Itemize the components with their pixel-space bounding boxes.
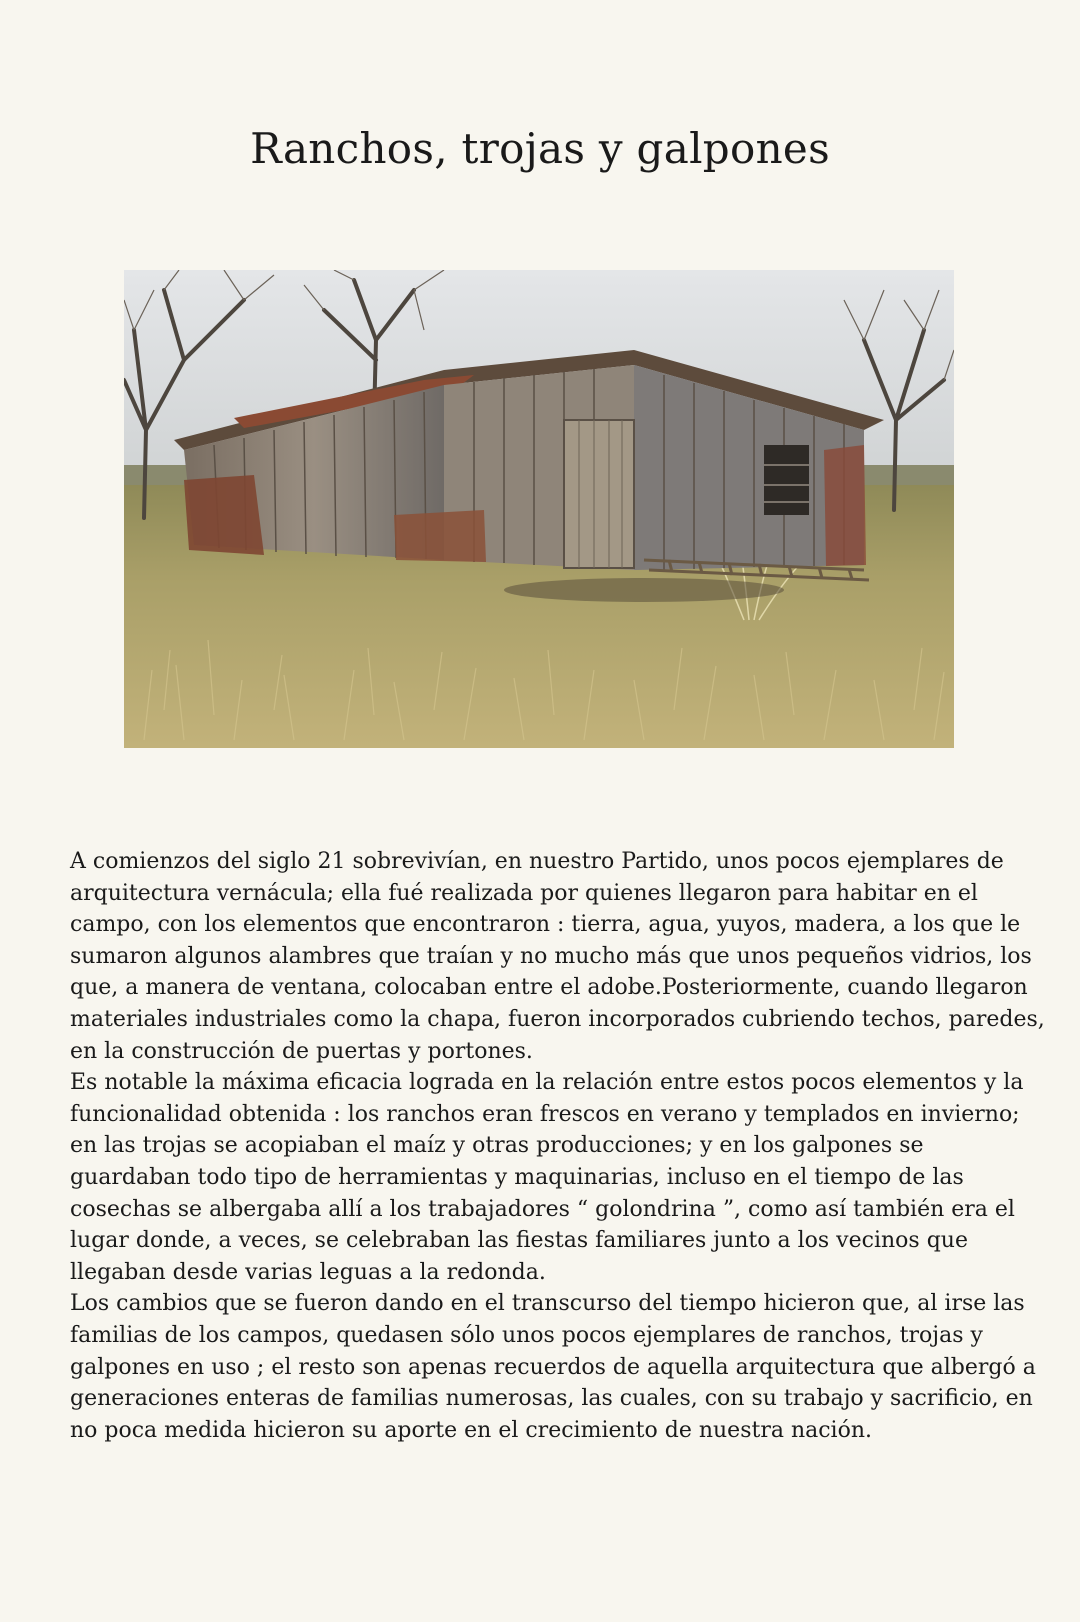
paragraph-2: Es notable la máxima eficacia lograda en la relación entre estos pocos elementos y la funcionalidad obtenida : los ranchos eran frescos en verano y templados en invierno; en las trojas se acopiaban el maíz y otras producciones; y en los galpones se guardaban todo tipo de herramientas y maquinarias, incluso en el tiempo de las cosechas se albergaba allí a los trabajadores “ golondrina ”, como así también era el lugar donde, a veces, se celebraban las fiestas familiares junto a los vecinos que llegaban desde varias leguas a la redonda.: [70, 1070, 1024, 1285]
page-title: Ranchos, trojas y galpones: [250, 124, 830, 173]
farm-shed-photo: [124, 270, 954, 748]
paragraph-1: A comienzos del siglo 21 sobrevivían, en nuestro Partido, unos pocos ejemplares de arquitectura vernácula; ella fué realizada por quienes llegaron para habitar en el campo, con los elementos que encontraron : tierra, agua, yuyos, madera, a los que le sumaron algunos alambres que traían y no mucho más que unos pequeños vidrios, los que, a manera de ventana, colocaban entre el adobe.Posteriormente, cuando llegaron materiales industriales como la chapa, fueron incorporados cubriendo techos, paredes, en la construcción de puertas y portones.: [70, 849, 1045, 1064]
article-body: [70, 846, 1050, 1446]
old-farm-shed-photo-icon: [124, 270, 954, 748]
paragraph-3: Los cambios que se fueron dando en el transcurso del tiempo hicieron que, al irse las familias de los campos, quedasen sólo unos pocos ejemplares de ranchos, trojas y galpones en uso ; el resto son apenas recuerdos de aquella arquitectura que albergó a generaciones enteras de familias numerosas, las cuales, con su trabajo y sacrificio, en no poca medida hicieron su aporte en el crecimiento de nuestra nación.: [70, 1291, 1036, 1443]
